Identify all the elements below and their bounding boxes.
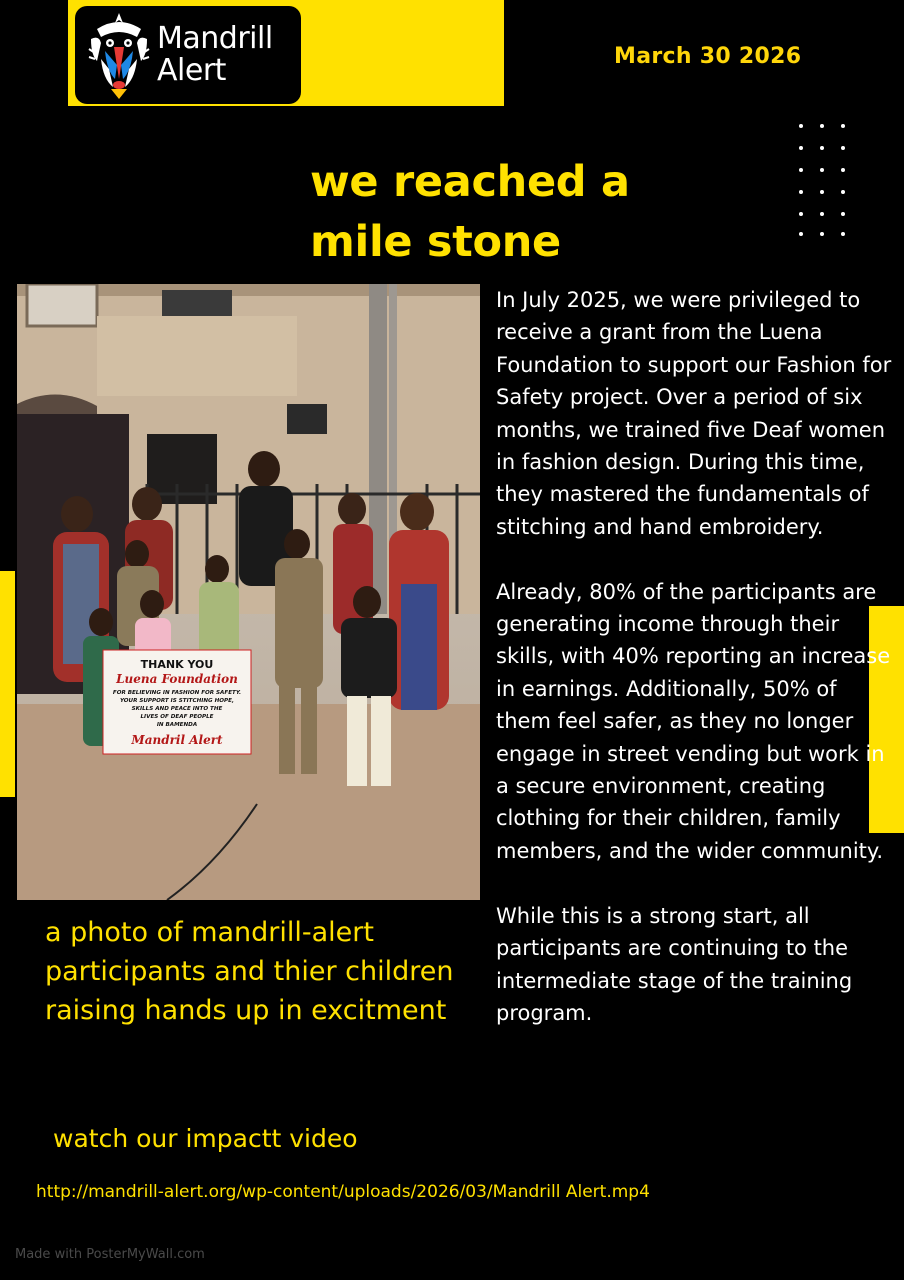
article-paragraph-1: In July 2025, we were privileged to receive a grant from the Luena Foundation to support our Fashion for Safety project. Over a period of six months, we trained five Deaf women in fashion design. During this time, they mastered the fundamentals of stitching and hand embroidery.: [496, 288, 892, 539]
group-photo-illustration: [17, 284, 480, 900]
headline: [310, 152, 690, 272]
banner-line: SKILLS AND PEACE INTO THE: [131, 706, 223, 712]
brand-name-line1: Mandrill: [157, 21, 273, 56]
headline-line2: mile stone: [310, 217, 561, 267]
decorative-dot-grid: [797, 122, 857, 242]
mandrill-icon: [87, 9, 151, 101]
banner-signature: Mandril Alert: [131, 733, 223, 747]
left-accent-bar: [0, 571, 15, 797]
article-paragraph-2: Already, 80% of the participants are generating income through their skills, with 40% reporting an increase in earnings. Additionally, 50% of them feel safer, as they no longer engage in street vending but work in a secure environment, creating clothing for their children, family members, and the wider community.: [496, 579, 891, 863]
banner-line: YOUR SUPPORT IS STITCHING HOPE,: [119, 698, 235, 704]
group-photo[interactable]: [17, 284, 480, 900]
article-paragraph-3: While this is a strong start, all participants are continuing to the intermediate stage of the training program.: [496, 903, 853, 1025]
post-date: March 30 2026: [614, 44, 802, 69]
brand-name-line2: Alert: [157, 53, 226, 88]
watermark: Made with PosterMyWall.com: [15, 1247, 205, 1262]
article-body: [496, 284, 894, 1029]
video-label: watch our impactt video: [53, 1124, 358, 1153]
banner-title: THANK YOU: [140, 658, 214, 671]
banner-org: Luena Foundation: [116, 672, 238, 686]
headline-line1: we reached a: [310, 157, 630, 207]
brand-logo[interactable]: [75, 6, 301, 104]
photo-caption: a photo of mandrill-alert participants and thier children raising hands up in excitment: [45, 917, 454, 1026]
banner-line: FOR BELIEVING IN FASHION FOR SAFETY.: [112, 690, 242, 696]
video-link[interactable]: http://mandrill-alert.org/wp-content/uploads/2026/03/Mandrill Alert.mp4: [36, 1182, 650, 1202]
banner-line: IN BAMENDA: [156, 722, 198, 728]
banner-line: LIVES OF DEAF PEOPLE: [140, 714, 214, 720]
